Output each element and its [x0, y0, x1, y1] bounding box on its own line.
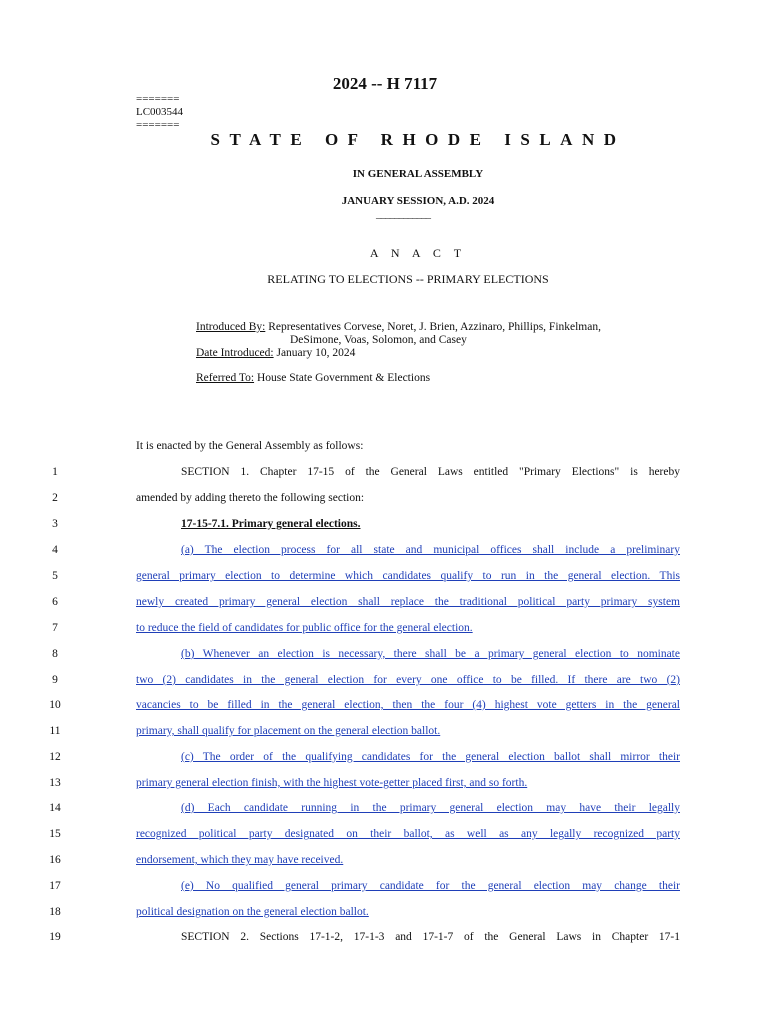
line-number: 11: [49, 725, 61, 737]
inserted-line: general primary election to determine which candidates qualify to run in the general election. This: [136, 570, 680, 582]
lc-rule-bottom: =======: [136, 119, 180, 131]
line-number: 7: [52, 622, 58, 634]
line-number: 5: [52, 570, 58, 582]
inserted-line: to reduce the field of candidates for public office for the general election.: [136, 622, 473, 634]
introduced-by-sponsors: Representatives Corvese, Noret, J. Brien, Azzinaro, Phillips, Finkelman,: [265, 321, 601, 333]
introduced-by: [196, 321, 601, 333]
section-heading: [136, 518, 680, 530]
line-number: 19: [49, 931, 61, 943]
line-number: 14: [49, 802, 61, 814]
line-number: 3: [52, 518, 58, 530]
inserted-line: two (2) candidates in the general election for every one office to be filled. If there are two (2): [136, 674, 680, 686]
act-title: RELATING TO ELECTIONS -- PRIMARY ELECTIONS: [267, 272, 549, 286]
line-number: 2: [52, 492, 58, 504]
line-number: 8: [52, 648, 58, 660]
inserted-line: primary general election finish, with the highest vote-getter placed first, and so forth.: [136, 777, 528, 789]
inserted-line: political designation on the general election ballot.: [136, 906, 369, 918]
line-number: 1: [52, 466, 58, 478]
line-number: 9: [52, 674, 58, 686]
inserted-line: vacancies to be filled in the general election, then the four (4) highest vote getters in the general: [136, 699, 680, 711]
inserted-line: (a) The election process for all state and municipal offices shall include a preliminary: [181, 544, 680, 556]
bill-number: 2024 -- H 7117: [332, 74, 438, 93]
date-introduced-label: Date Introduced:: [196, 347, 274, 359]
line-number: 13: [49, 777, 61, 789]
session-title: JANUARY SESSION, A.D. 2024: [341, 195, 495, 207]
inserted-line: (b) Whenever an election is necessary, there shall be a primary general election to nominate: [181, 648, 680, 660]
line-number: 6: [52, 596, 58, 608]
lc-block: [136, 93, 183, 132]
date-introduced: [196, 347, 355, 359]
referred-to: [196, 372, 430, 384]
inserted-line: (e) No qualified general primary candidate for the general election may change their: [181, 880, 680, 892]
line-number: 17: [49, 880, 61, 892]
state-title: STATE OF RHODE ISLAND: [210, 130, 626, 149]
lc-code: LC003544: [136, 106, 184, 118]
line-number: 15: [49, 828, 61, 840]
session-rule: ____________: [376, 208, 430, 220]
line-number: 16: [49, 854, 61, 866]
date-introduced-value: January 10, 2024: [273, 347, 356, 359]
referred-to-value: House State Government & Elections: [254, 372, 431, 384]
inserted-line: endorsement, which they may have received.: [136, 854, 344, 866]
line-number: 18: [49, 906, 61, 918]
inserted-line: newly created primary general election shall replace the traditional political party primary system: [136, 596, 680, 608]
body-line: SECTION 2. Sections 17-1-2, 17-1-3 and 17-1-7 of the General Laws in Chapter 17-1: [181, 931, 680, 943]
body-line: SECTION 1. Chapter 17-15 of the General Laws entitled "Primary Elections" is hereby: [181, 466, 680, 478]
line-number: 4: [52, 544, 58, 556]
inserted-line: recognized political party designated on their ballot, as well as any legally recognized party: [136, 828, 680, 840]
inserted-line: primary, shall qualify for placement on the general election ballot.: [136, 725, 441, 737]
referred-to-label: Referred To:: [196, 372, 255, 384]
enacting-clause: It is enacted by the General Assembly as follows:: [136, 440, 364, 452]
line-number: 12: [49, 751, 61, 763]
introduced-by-sponsors-cont: DeSimone, Voas, Solomon, and Casey: [290, 334, 467, 346]
inserted-line: (d) Each candidate running in the primary general election may have their legally: [181, 802, 680, 814]
body-line: amended by adding thereto the following section:: [136, 492, 365, 504]
lc-rule-top: =======: [136, 93, 180, 105]
section-heading-text: 17-15-7.1. Primary general elections.: [181, 518, 361, 530]
assembly-title: IN GENERAL ASSEMBLY: [352, 168, 484, 180]
line-number: 10: [49, 699, 61, 711]
inserted-line: (c) The order of the qualifying candidates for the general election ballot shall mirror their: [181, 751, 680, 763]
introduced-by-label: Introduced By:: [196, 321, 266, 333]
an-act-heading: A N A C T: [369, 246, 467, 260]
